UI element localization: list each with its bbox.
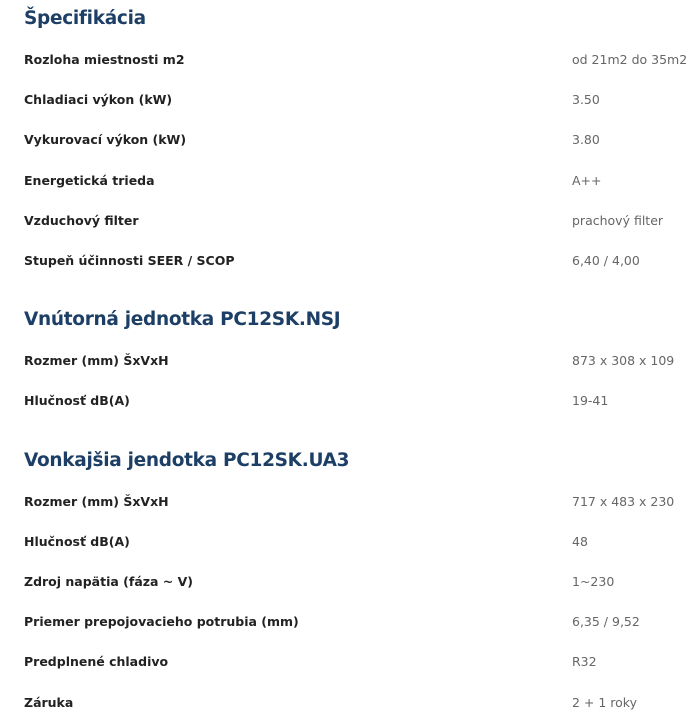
spec-value: 3.50 (572, 92, 600, 107)
spec-value: R32 (572, 654, 597, 669)
spec-row-indoor-noise (0, 391, 700, 411)
spec-value: 2 + 1 roky (572, 695, 638, 710)
spec-value: od 21m2 do 35m2 (572, 52, 688, 67)
section-title-outdoor-unit: Vonkajšia jendotka PC12SK.UA3 (24, 450, 350, 471)
section-title-specification: Špecifikácia (24, 8, 146, 29)
spec-value: 873 x 308 x 109 (572, 353, 675, 368)
spec-value: 6,35 / 9,52 (572, 614, 640, 629)
spec-label: Priemer prepojovacieho potrubia (mm) (24, 614, 299, 629)
spec-value: 1~230 (572, 574, 615, 589)
spec-value: 48 (572, 534, 588, 549)
spec-label: Zdroj napätia (fáza ~ V) (24, 574, 194, 589)
spec-row-cooling-power (0, 90, 700, 110)
spec-value: 3.80 (572, 132, 600, 147)
spec-label: Rozloha miestnosti m2 (24, 52, 185, 67)
spec-value: 717 x 483 x 230 (572, 494, 675, 509)
spec-label: Energetická trieda (24, 173, 155, 188)
spec-value: 6,40 / 4,00 (572, 253, 640, 268)
spec-row-refrigerant (0, 652, 700, 672)
spec-label: Predplnené chladivo (24, 654, 169, 669)
spec-value: A++ (572, 173, 602, 188)
spec-row-room-area (0, 50, 700, 70)
spec-row-warranty (0, 693, 700, 713)
spec-label: Vykurovací výkon (kW) (24, 132, 187, 147)
spec-row-indoor-dimensions (0, 351, 700, 371)
spec-value: 19-41 (572, 393, 609, 408)
spec-row-heating-power (0, 130, 700, 150)
spec-row-outdoor-dimensions (0, 492, 700, 512)
spec-row-outdoor-noise (0, 532, 700, 552)
spec-label: Chladiaci výkon (kW) (24, 92, 173, 107)
spec-label: Vzduchový filter (24, 213, 139, 228)
spec-label: Rozmer (mm) ŠxVxH (24, 494, 169, 509)
spec-label: Hlučnosť dB(A) (24, 534, 130, 549)
spec-label: Záruka (24, 695, 74, 710)
spec-label: Stupeň účinnosti SEER / SCOP (24, 253, 235, 268)
spec-value: prachový filter (572, 213, 664, 228)
spec-row-efficiency (0, 251, 700, 271)
spec-row-power-supply (0, 572, 700, 592)
spec-label: Hlučnosť dB(A) (24, 393, 130, 408)
spec-row-pipe-diameter (0, 612, 700, 632)
section-title-indoor-unit: Vnútorná jednotka PC12SK.NSJ (24, 309, 341, 330)
spec-row-energy-class (0, 171, 700, 191)
spec-row-air-filter (0, 211, 700, 231)
spec-label: Rozmer (mm) ŠxVxH (24, 353, 169, 368)
